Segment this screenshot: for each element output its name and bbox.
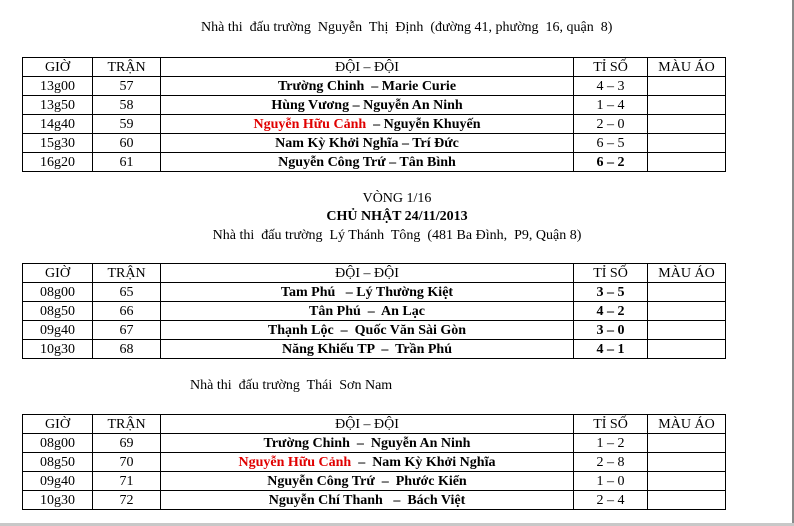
cell-match-number: 71 xyxy=(93,472,161,491)
team-separator: – xyxy=(349,97,364,113)
team-b: Phước Kiển xyxy=(395,473,467,489)
cell-time: 10g30 xyxy=(23,340,93,359)
cell-match-number: 66 xyxy=(93,302,161,321)
cell-match-number: 69 xyxy=(93,434,161,453)
col-header-teams: ĐỘI – ĐỘI xyxy=(161,58,574,77)
team-a: Nguyễn Công Trứ xyxy=(278,154,386,170)
team-a: Nguyễn Hữu Cảnh xyxy=(238,454,352,470)
schedule-table-2 xyxy=(22,263,726,359)
cell-shirt-color xyxy=(648,153,726,172)
table-row xyxy=(23,96,726,115)
team-separator: – xyxy=(333,322,355,338)
team-separator: – xyxy=(398,135,413,151)
venue-heading-2: Nhà thi đấu trường Lý Thánh Tông (481 Ba Đình, P9, Quận 8) xyxy=(212,228,582,243)
cell-time: 16g20 xyxy=(23,153,93,172)
cell-shirt-color xyxy=(648,283,726,302)
team-a: Nam Kỳ Khởi Nghĩa xyxy=(275,135,399,151)
table-header-row xyxy=(23,58,726,77)
col-header-shirt: MÀU ÁO xyxy=(648,264,726,283)
cell-teams xyxy=(161,491,574,510)
cell-time: 08g50 xyxy=(23,453,93,472)
cell-shirt-color xyxy=(648,302,726,321)
cell-teams xyxy=(161,283,574,302)
team-b: Trí Đức xyxy=(412,135,459,151)
col-header-match: TRẬN xyxy=(93,415,161,434)
team-a: Tân Phú xyxy=(309,303,361,319)
team-a: Năng Khiếu TP xyxy=(281,341,375,357)
team-a: Nguyễn Hữu Cảnh xyxy=(253,116,367,132)
cell-shirt-color xyxy=(648,453,726,472)
cell-score: 3 – 0 xyxy=(574,321,648,340)
cell-time: 15g30 xyxy=(23,134,93,153)
team-b: Nguyễn Khuyến xyxy=(383,116,481,132)
col-header-score: TỈ SỐ xyxy=(574,58,648,77)
cell-score: 6 – 2 xyxy=(574,153,648,172)
team-b: Quốc Văn Sài Gòn xyxy=(354,322,467,338)
cell-score: 4 – 3 xyxy=(574,77,648,96)
cell-time: 08g00 xyxy=(23,283,93,302)
cell-score: 6 – 5 xyxy=(574,134,648,153)
col-header-time: GIỜ xyxy=(23,58,93,77)
cell-time: 09g40 xyxy=(23,321,93,340)
table-row xyxy=(23,434,726,453)
venue-heading-1: Nhà thi đấu trường Nguyễn Thị Định (đường 41, phường 16, quận 8) xyxy=(201,20,613,35)
table-row xyxy=(23,134,726,153)
team-a: Thạnh Lộc xyxy=(267,322,334,338)
team-b: Tân Bình xyxy=(399,154,456,170)
table-header-row xyxy=(23,264,726,283)
cell-shirt-color xyxy=(648,77,726,96)
cell-time: 09g40 xyxy=(23,472,93,491)
cell-match-number: 58 xyxy=(93,96,161,115)
table-row xyxy=(23,472,726,491)
cell-match-number: 60 xyxy=(93,134,161,153)
col-header-teams: ĐỘI – ĐỘI xyxy=(161,415,574,434)
team-a: Tam Phú xyxy=(280,284,336,300)
table-header-row xyxy=(23,415,726,434)
cell-shirt-color xyxy=(648,96,726,115)
team-b: Nam Kỳ Khởi Nghĩa xyxy=(372,454,496,470)
col-header-shirt: MÀU ÁO xyxy=(648,415,726,434)
cell-shirt-color xyxy=(648,491,726,510)
team-b: Trần Phú xyxy=(395,341,452,357)
round-date: CHỦ NHẬT 24/11/2013 xyxy=(326,209,468,224)
cell-match-number: 68 xyxy=(93,340,161,359)
cell-teams xyxy=(161,321,574,340)
table-row xyxy=(23,340,726,359)
cell-match-number: 72 xyxy=(93,491,161,510)
cell-match-number: 65 xyxy=(93,283,161,302)
team-separator: – xyxy=(382,492,408,508)
cell-shirt-color xyxy=(648,472,726,491)
team-b: Marie Curie xyxy=(381,78,457,94)
table-row xyxy=(23,283,726,302)
cell-match-number: 57 xyxy=(93,77,161,96)
cell-time: 08g00 xyxy=(23,434,93,453)
cell-score: 4 – 2 xyxy=(574,302,648,321)
col-header-score: TỈ SỐ xyxy=(574,415,648,434)
cell-teams xyxy=(161,434,574,453)
cell-shirt-color xyxy=(648,134,726,153)
col-header-match: TRẬN xyxy=(93,264,161,283)
table-row xyxy=(23,115,726,134)
venue-heading-3: Nhà thi đấu trường Thái Sơn Nam xyxy=(190,378,393,393)
cell-teams xyxy=(161,302,574,321)
cell-match-number: 70 xyxy=(93,453,161,472)
round-title: VÒNG 1/16 xyxy=(362,191,432,206)
team-b: An Lạc xyxy=(381,303,425,319)
cell-time: 13g50 xyxy=(23,96,93,115)
col-header-time: GIỜ xyxy=(23,415,93,434)
team-b: Bách Việt xyxy=(407,492,466,508)
team-separator: – xyxy=(364,78,382,94)
cell-score: 3 – 5 xyxy=(574,283,648,302)
cell-teams xyxy=(161,340,574,359)
team-a: Nguyễn Công Trứ xyxy=(267,473,375,489)
cell-teams xyxy=(161,96,574,115)
team-a: Nguyễn Chí Thanh xyxy=(268,492,383,508)
cell-teams xyxy=(161,115,574,134)
cell-time: 08g50 xyxy=(23,302,93,321)
team-separator: – xyxy=(374,473,396,489)
col-header-score: TỈ SỐ xyxy=(574,264,648,283)
cell-shirt-color xyxy=(648,434,726,453)
cell-score: 1 – 0 xyxy=(574,472,648,491)
table-row xyxy=(23,491,726,510)
table-row xyxy=(23,321,726,340)
cell-teams xyxy=(161,134,574,153)
col-header-teams: ĐỘI – ĐỘI xyxy=(161,264,574,283)
team-a: Trường Chinh xyxy=(277,78,365,94)
cell-teams xyxy=(161,77,574,96)
team-separator: – xyxy=(366,116,384,132)
team-separator: – xyxy=(351,454,373,470)
cell-shirt-color xyxy=(648,340,726,359)
table-row xyxy=(23,153,726,172)
cell-score: 4 – 1 xyxy=(574,340,648,359)
cell-match-number: 59 xyxy=(93,115,161,134)
col-header-time: GIỜ xyxy=(23,264,93,283)
cell-score: 2 – 0 xyxy=(574,115,648,134)
cell-score: 1 – 2 xyxy=(574,434,648,453)
cell-shirt-color xyxy=(648,115,726,134)
team-b: Nguyễn An Ninh xyxy=(370,435,471,451)
table-row xyxy=(23,77,726,96)
cell-score: 1 – 4 xyxy=(574,96,648,115)
cell-teams xyxy=(161,153,574,172)
team-separator: – xyxy=(360,303,382,319)
cell-shirt-color xyxy=(648,321,726,340)
team-b: Nguyễn An Ninh xyxy=(363,97,463,113)
team-separator: – xyxy=(385,154,400,170)
col-header-shirt: MÀU ÁO xyxy=(648,58,726,77)
cell-score: 2 – 8 xyxy=(574,453,648,472)
cell-teams xyxy=(161,453,574,472)
team-separator: – xyxy=(335,284,357,300)
team-b: Lý Thường Kiệt xyxy=(356,284,454,300)
table-row xyxy=(23,302,726,321)
cell-teams xyxy=(161,472,574,491)
cell-score: 2 – 4 xyxy=(574,491,648,510)
team-a: Hùng Vương xyxy=(271,97,350,113)
cell-match-number: 67 xyxy=(93,321,161,340)
team-separator: – xyxy=(349,435,371,451)
table-row xyxy=(23,453,726,472)
cell-time: 10g30 xyxy=(23,491,93,510)
schedule-table-3 xyxy=(22,414,726,510)
schedule-table-1 xyxy=(22,57,726,172)
team-a: Trường Chinh xyxy=(263,435,350,451)
team-separator: – xyxy=(374,341,396,357)
cell-match-number: 61 xyxy=(93,153,161,172)
cell-time: 14g40 xyxy=(23,115,93,134)
cell-time: 13g00 xyxy=(23,77,93,96)
col-header-match: TRẬN xyxy=(93,58,161,77)
